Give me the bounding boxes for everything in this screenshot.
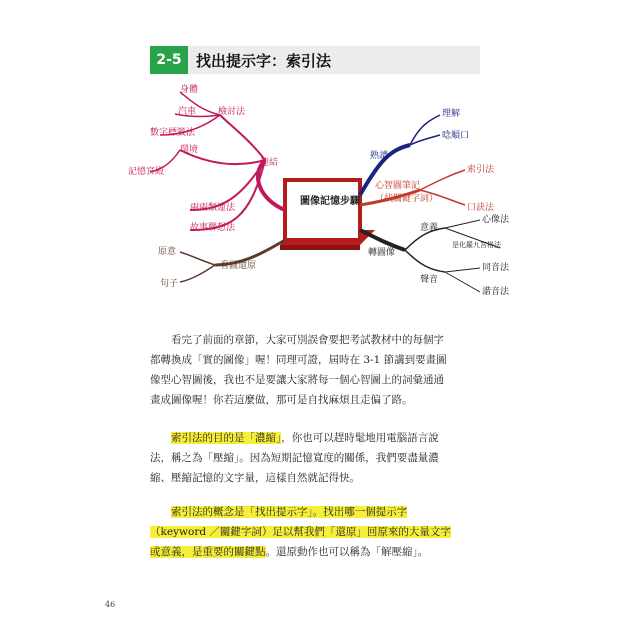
p2-line: 縮、壓縮記憶的文字量，這樣自然就記得快。 — [150, 472, 360, 484]
leaf-mnemonic: 口訣法 — [467, 203, 495, 213]
branch-pair: 兩兩類連法 — [190, 203, 236, 213]
branch-link: 連結 — [260, 158, 279, 168]
leaf-original: 原意 — [158, 247, 177, 257]
p1-line: 都轉換成「實的圖像」喔！同理可證，屆時在 3-1 節講到要畫圖 — [150, 354, 447, 366]
branch-review: 檢討法 — [218, 107, 246, 117]
mind-map-illustration — [120, 80, 520, 310]
leaf-sentence: 句子 — [160, 279, 179, 289]
leaf-number: 數字標籤法 — [150, 128, 196, 138]
p2-line — [150, 428, 480, 448]
paragraph-1 — [150, 330, 480, 410]
section-title: 找出提示字：索引法 — [196, 51, 332, 70]
leaf-recite: 唸順口 — [442, 131, 470, 141]
p3-line — [150, 542, 480, 562]
branch-notes: 心智圖筆記（找關鍵字詞） — [375, 181, 439, 204]
branch-image: 轉圖像 — [368, 248, 396, 258]
p1-line: 像型心智圖後，我也不是要讓大家將每一個心智圖上的詞彙通通 — [150, 374, 444, 386]
paragraph-2 — [150, 428, 480, 488]
highlight: 索引法的目的是「濃縮」 — [171, 432, 282, 444]
leaf-car: 汽車 — [178, 107, 197, 117]
section-number: 2-5 — [150, 46, 188, 74]
highlight: 或意義，是重要的關鍵點 — [150, 546, 266, 558]
paragraph-3 — [150, 502, 480, 562]
leaf-palace: 記憶宮殿 — [128, 167, 165, 177]
leaf-homophone: 同音法 — [482, 263, 510, 273]
leaf-sound: 聲音 — [420, 275, 439, 285]
branch-restore: 看圖還原 — [220, 261, 257, 271]
page-number: 46 — [105, 600, 116, 609]
p1-line: 看完了前面的章節，大家可別誤會要把考試教材中的每個字 — [171, 334, 444, 346]
section-header — [150, 46, 480, 74]
leaf-pun: 諧音法 — [482, 287, 510, 297]
branch-story: 故事聯想法 — [190, 223, 236, 233]
mind-map-center: 圖像記憶步驟 — [300, 196, 360, 207]
leaf-meaning: 意義 — [420, 223, 439, 233]
p3-line — [150, 522, 480, 542]
leaf-understand: 理解 — [442, 109, 461, 119]
leaf-index: 索引法 — [467, 165, 495, 175]
branch-read: 熟讀 — [370, 151, 389, 161]
leaf-imagery: 心像法 — [482, 215, 510, 225]
highlight: 索引法的概念是「找出提示字」。找出哪一個提示字 — [171, 506, 408, 518]
leaf-body: 身體 — [180, 85, 199, 95]
highlight: （keyword ／關鍵字詞）足以幫我們「還原」回原來的大量文字 — [150, 526, 451, 538]
leaf-grid: 是化羅九宮格法 — [452, 241, 501, 249]
p2-line: 法，稱之為「壓縮」。因為短期記憶寬度的關係，我們要盡量濃 — [150, 452, 439, 464]
p3-line — [150, 502, 480, 522]
leaf-env: 環境 — [180, 145, 199, 155]
p1-line: 畫成圖像喔！你若這麼做，那可是自找麻煩且走偏了路。 — [150, 394, 413, 406]
p3-rest: 。還原動作也可以稱為「解壓縮」。 — [265, 546, 429, 558]
p2-rest: ，你也可以趕時髦地用電腦語言說 — [281, 432, 439, 444]
